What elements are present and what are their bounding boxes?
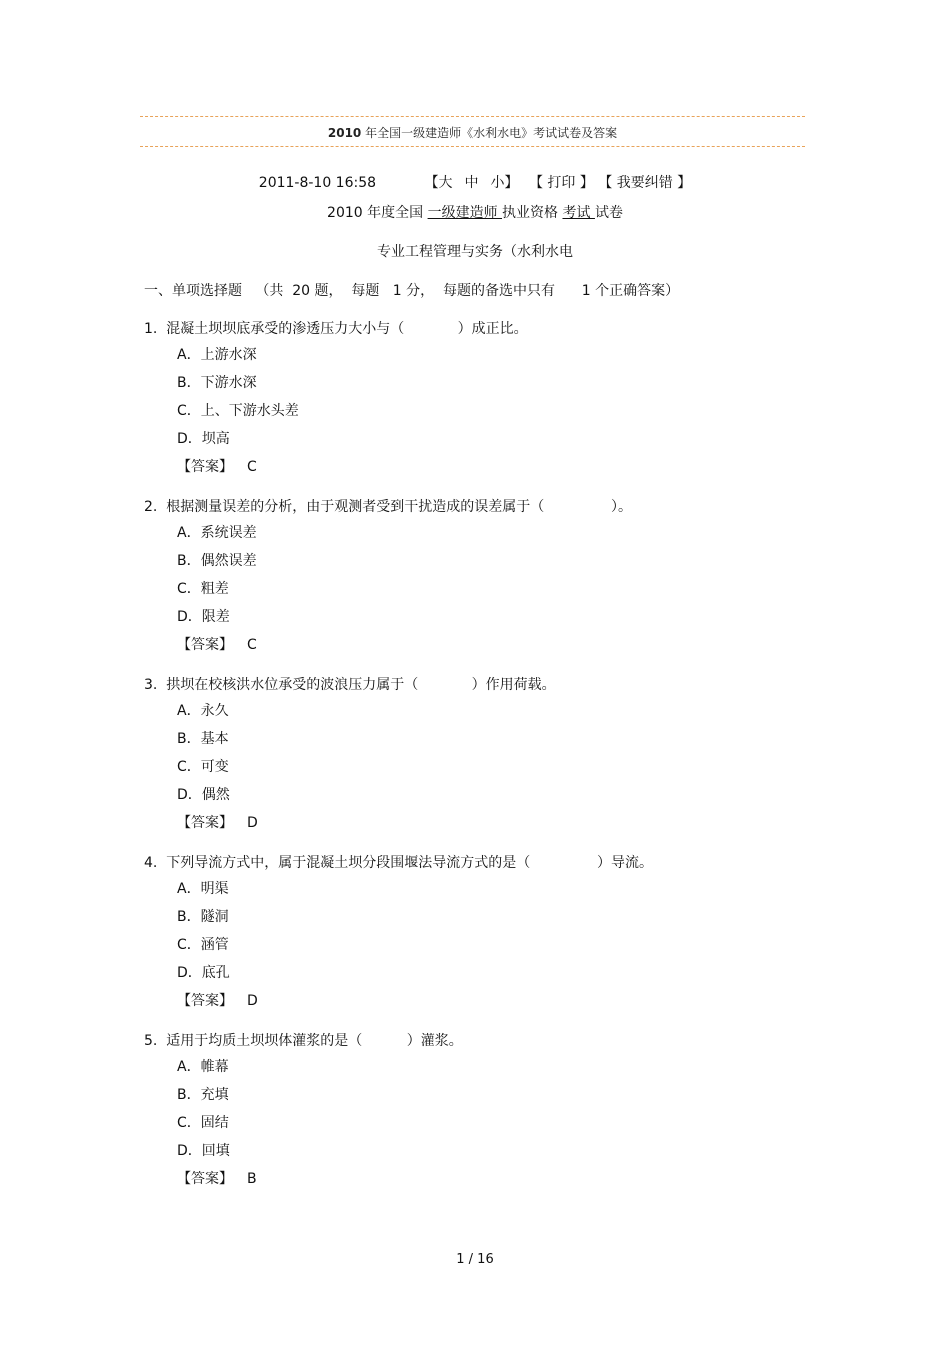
font-size-large-link[interactable]: 【大 — [424, 175, 453, 191]
article-meta — [0, 172, 950, 192]
publish-date: 2011-8-10 16:58 — [258, 175, 377, 191]
answer-label: 【答案】 — [177, 637, 233, 653]
option-b: B．基本 — [177, 731, 229, 747]
answer-line — [144, 809, 556, 837]
answer-label: 【答案】 — [177, 993, 233, 1009]
font-size-controls — [418, 175, 528, 191]
option-d: D．偶然 — [177, 787, 230, 803]
subject-title: 专业工程管理与实务（水利水电 — [377, 244, 573, 260]
print-link[interactable]: 【 打印 】 — [528, 175, 594, 191]
option-c: C．涵管 — [177, 937, 229, 953]
exam-title-part: 2010 年度全国 — [327, 205, 428, 221]
exam-title-part: 试卷 — [594, 205, 623, 221]
article-title — [140, 124, 805, 141]
question-stem: 3. 拱坝在校核洪水位承受的波浪压力属于（ ）作用荷载。 — [144, 677, 556, 693]
option-c: C．可变 — [177, 759, 229, 775]
option-d: D．限差 — [177, 609, 230, 625]
question-5 — [144, 1029, 463, 1193]
page-number: 1 / 16 — [456, 1252, 494, 1267]
question-stem: 5. 适用于均质土坝坝体灌浆的是（ ）灌浆。 — [144, 1033, 463, 1049]
exam-title — [0, 202, 950, 222]
answer-value: C — [247, 459, 257, 475]
option-b: B．偶然误差 — [177, 553, 257, 569]
option-d: D．底孔 — [177, 965, 230, 981]
header-band — [140, 116, 805, 147]
question-4 — [144, 851, 653, 1015]
question-stem: 4. 下列导流方式中，属于混凝土坝分段围堰法导流方式的是（ ）导流。 — [144, 855, 654, 871]
report-error-link[interactable]: 【 我要纠错 】 — [598, 175, 692, 191]
option-d: D．回填 — [177, 1143, 230, 1159]
option-a: A．永久 — [177, 703, 229, 719]
section-heading: 一、单项选择题 （共 20 题， 每题 1 分， 每题的备选中只有 1 个正确答案） — [144, 283, 680, 299]
option-a: A．系统误差 — [177, 525, 257, 541]
answer-value: B — [247, 1171, 257, 1187]
answer-value: D — [247, 815, 258, 831]
option-c: C．上、下游水头差 — [177, 403, 299, 419]
answer-label: 【答案】 — [177, 459, 233, 475]
answer-label: 【答案】 — [177, 1171, 233, 1187]
option-b: B．隧洞 — [177, 909, 229, 925]
answer-label: 【答案】 — [177, 815, 233, 831]
font-size-small-link[interactable]: 小】 — [490, 175, 519, 191]
option-a: A．明渠 — [177, 881, 229, 897]
question-2 — [144, 495, 632, 659]
exam-title-link-exam[interactable]: 考试 — [562, 205, 595, 221]
answer-line — [144, 987, 653, 1015]
title-text: 年全国一级建造师《水利水电》考试试卷及答案 — [361, 126, 618, 140]
answer-line — [144, 1165, 463, 1193]
answer-line — [144, 453, 528, 481]
option-d: D．坝高 — [177, 431, 230, 447]
exam-title-part: 执业资格 — [502, 205, 563, 221]
option-c: C．粗差 — [177, 581, 229, 597]
option-a: A．帷幕 — [177, 1059, 229, 1075]
question-stem: 1. 混凝土坝坝底承受的渗透压力大小与（ ）成正比。 — [144, 321, 528, 337]
question-3 — [144, 673, 556, 837]
option-b: B．下游水深 — [177, 375, 257, 391]
answer-value: C — [247, 637, 257, 653]
question-stem: 2. 根据测量误差的分析，由于观测者受到干扰造成的误差属于（ ）。 — [144, 499, 633, 515]
option-b: B．充填 — [177, 1087, 229, 1103]
answer-value: D — [247, 993, 258, 1009]
option-c: C．固结 — [177, 1115, 229, 1131]
answer-line — [144, 631, 632, 659]
exam-title-link-constructor[interactable]: 一级建造师 — [427, 205, 503, 221]
option-a: A．上游水深 — [177, 347, 257, 363]
question-1 — [144, 317, 528, 481]
font-size-medium-link[interactable]: 中 — [464, 175, 479, 191]
title-year: 2010 — [327, 126, 362, 140]
